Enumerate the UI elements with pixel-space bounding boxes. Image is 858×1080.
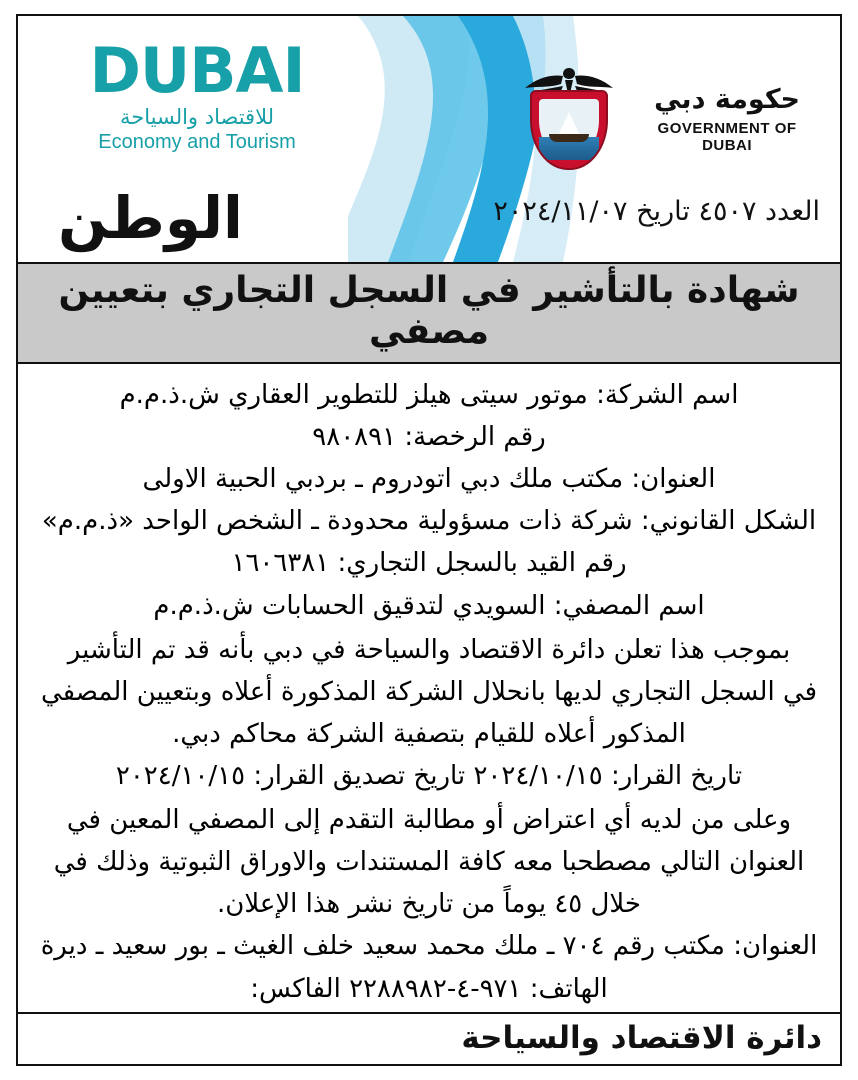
announcement-body [18, 364, 840, 1010]
objection-line-1: وعلى من لديه أي اعتراض أو مطالبة التقدم إلى المصفي المعين في [66, 805, 792, 836]
newspaper-name: الوطن [58, 184, 243, 252]
objection-line-2: العنوان التالي مصطحبا معه كافة المستندات والاوراق الثبوتية وذلك في [53, 847, 805, 878]
government-label-arabic: حكومة دبي [654, 84, 800, 115]
declaration-line-2: في السجل التجاري لديها بانحلال الشركة المذكورة أعلاه وبتعيين المصفي [40, 676, 818, 707]
title-banner [18, 262, 840, 364]
decision-dates-line: تاريخ القرار: ٢٠٢٤/١٠/١٥ تاريخ تصديق القرار: ٢٠٢٤/١٠/١٥ [115, 760, 743, 791]
det-english-subtitle: Economy and Tourism [98, 130, 296, 153]
objection-line-3: خلال ٤٥ يوماً من تاريخ نشر هذا الإعلان. [216, 889, 642, 920]
page-title: شهادة بالتأشير في السجل التجاري بتعيين مصفي [58, 270, 800, 352]
license-number-line: رقم الرخصة: ٩٨٠٨٩١ [312, 422, 546, 453]
liquidator-name-line: اسم المصفي: السويدي لتدقيق الحسابات ش.ذ.م.م [153, 590, 705, 621]
det-arabic-subtitle: للاقتصاد والسياحة [119, 104, 275, 129]
government-of-dubai-block [522, 64, 822, 168]
det-wordmark: DUBAI [89, 34, 305, 107]
declaration-paragraph [40, 629, 818, 755]
liquidator-address-line: العنوان: مكتب رقم ٧٠٤ ـ ملك محمد سعيد خلف الغيث ـ بور سعيد ـ ديرة [40, 931, 818, 962]
emblem-shield [530, 90, 608, 170]
issuing-department-label: دائرة الاقتصاد والسياحة [461, 1020, 822, 1056]
address-line: العنوان: مكتب ملك دبي اتودروم ـ بردبي الحبية الاولى [142, 464, 716, 495]
declaration-line-1: بموجب هذا تعلن دائرة الاقتصاد والسياحة في دبي بأنه قد تم التأشير [67, 634, 791, 665]
objection-paragraph [40, 799, 818, 925]
dubai-economy-tourism-logo [42, 34, 352, 154]
dubai-government-emblem-icon [522, 64, 616, 168]
issue-and-date: العدد ٤٥٠٧ تاريخ ٢٠٢٤/١١/٠٧ [493, 195, 820, 227]
declaration-line-3: المذكور أعلاه للقيام بتصفية الشركة محاكم دبي. [172, 718, 686, 749]
document-header [18, 16, 840, 262]
company-name-line: اسم الشركة: موتور سيتى هيلز للتطوير العقاري ش.ذ.م.م [119, 380, 739, 410]
government-label-english: GOVERNMENT OF DUBAI [657, 120, 797, 154]
document-frame [16, 14, 842, 1066]
commercial-register-number-line: رقم القيد بالسجل التجاري: ١٦٠٦٣٨١ [231, 548, 627, 579]
document-footer [18, 1012, 840, 1064]
contact-line: الهاتف: ٩٧١-٤-٢٢٨٨٩٨٢ الفاكس: [250, 973, 608, 1004]
legal-form-line: الشكل القانوني: شركة ذات مسؤولية محدودة ـ الشخص الواحد «ذ.م.م» [41, 506, 817, 537]
